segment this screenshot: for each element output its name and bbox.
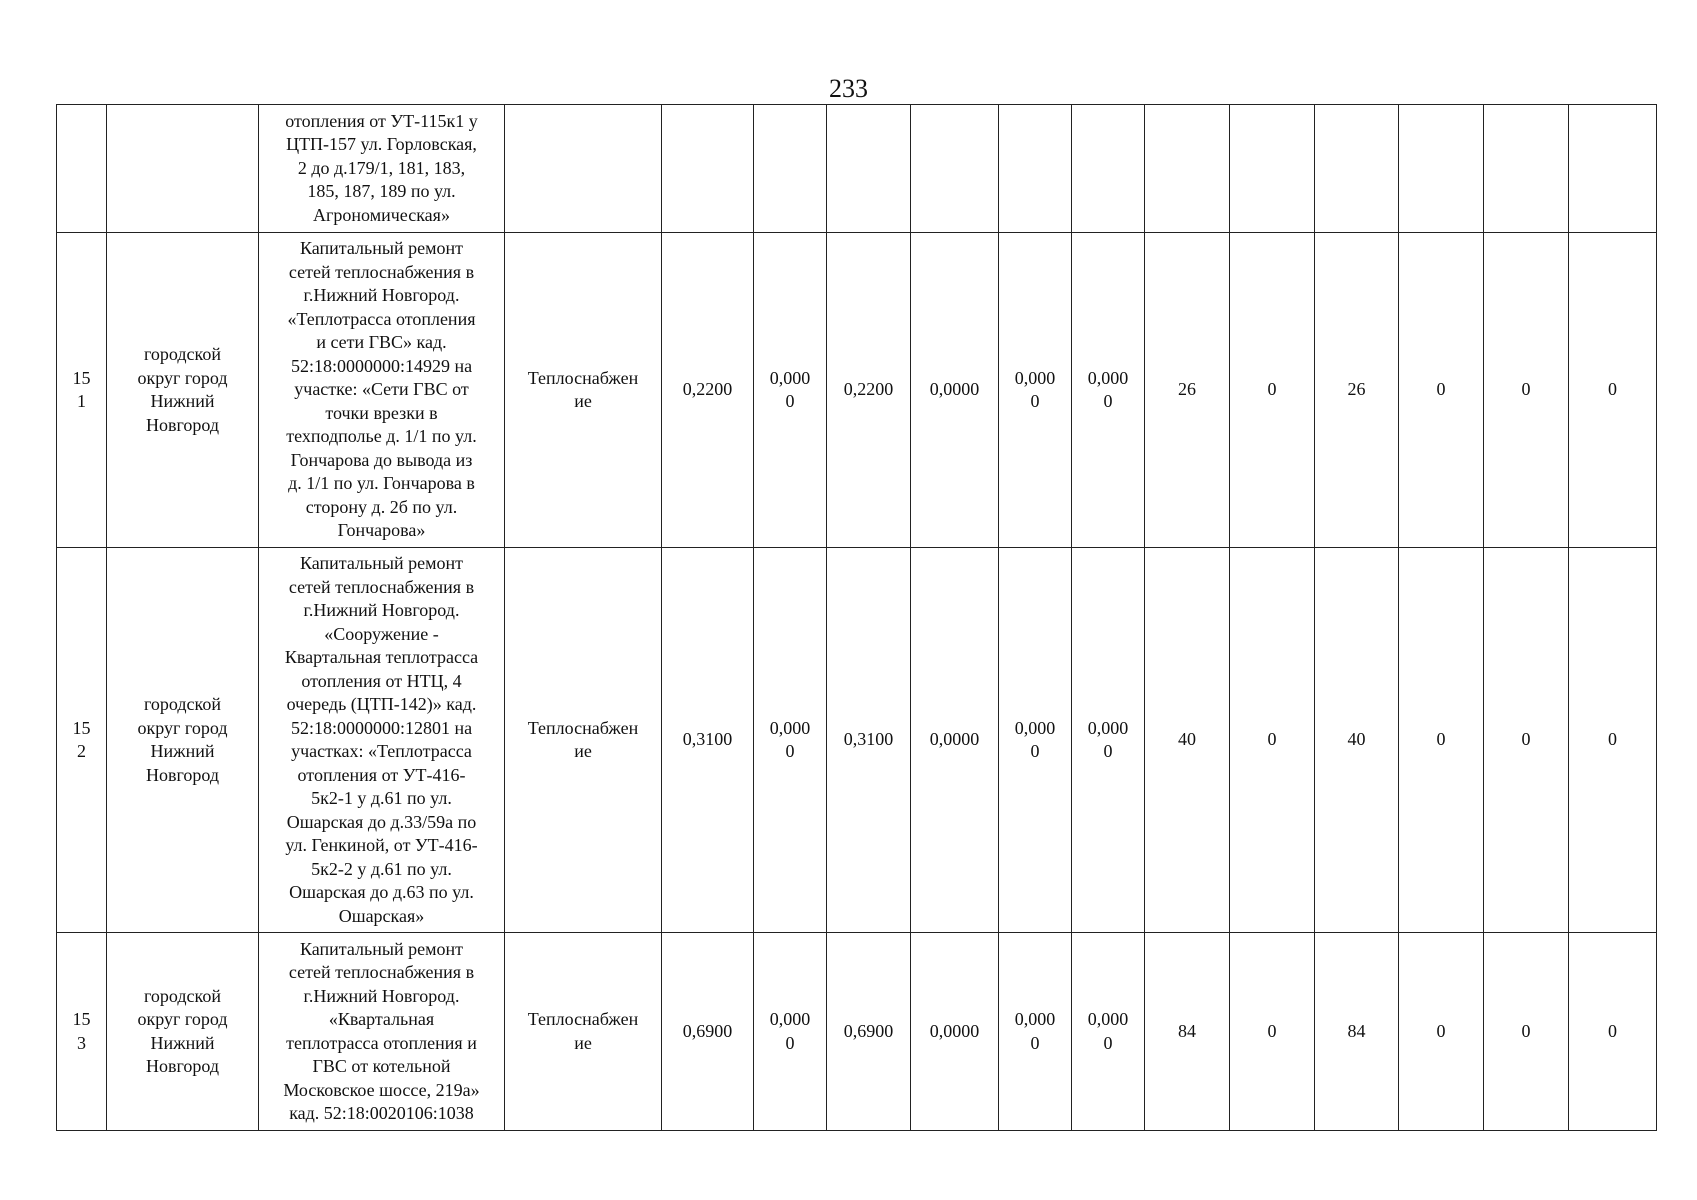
text-line: Московское шоссе, 219а» [283,1079,480,1100]
text-line: округ город [137,367,228,388]
text-line: округ город [137,1009,228,1029]
value-line: 0,0000 [929,379,980,400]
text-line: техподполье д. 1/1 по ул. [286,426,477,447]
municipality-cell [107,105,259,233]
cost-a-cell [1230,105,1315,233]
sphere-cell [505,548,662,933]
text-line: 5к2-2 у д.61 по ул. [311,858,452,879]
value-line: 0,2200 [682,379,733,400]
length-b-cell [827,933,911,1131]
length-b-cell [827,105,911,233]
length-c-cell [911,933,999,1131]
text-line: ие [574,1032,592,1053]
text-line: Нижний [150,391,215,411]
text-line: Теплоснабжен [527,367,639,388]
row-number-line: 15 [72,1009,91,1029]
length-d-cell [999,548,1072,933]
length-d-cell [999,233,1072,548]
text-line: отопления от УТ-416- [297,764,466,785]
cost-b-cell [1315,548,1399,933]
length-a-cell [754,233,827,548]
page-number: 233 [829,74,868,103]
text-line: Ошарская до д.33/59а по [286,811,477,832]
row-number-cell [57,548,107,933]
value-line: 0,0000 [929,1020,980,1041]
text-line: Нижний [150,741,215,761]
value-line: 84 [1178,1020,1196,1041]
value-line: 0 [1030,741,1040,761]
value-line: 84 [1347,1020,1366,1041]
text-line: Капитальный ремонт [300,238,463,259]
row-number-line: 1 [77,391,86,411]
length-b-cell [827,548,911,933]
cost-c-cell [1399,933,1484,1131]
value-line: 0 [785,391,795,411]
length-e-cell [1072,105,1145,233]
text-line: отопления от УТ-115к1 у [285,110,478,131]
value-line: 0 [1521,1020,1531,1041]
length-d-cell [999,105,1072,233]
length-c-cell [911,105,999,233]
project-description-cell [259,233,505,548]
text-line: 5к2-1 у д.61 по ул. [311,788,452,808]
table-row [57,933,1657,1131]
cost-total-cell [1145,233,1230,548]
table-row [57,548,1657,933]
value-line: 0 [1608,729,1617,750]
cost-c-cell [1399,105,1484,233]
length-a-cell [754,105,827,233]
value-line: 0,000 [1014,367,1056,388]
cost-d-cell [1484,233,1569,548]
cost-b-cell [1315,933,1399,1131]
text-line: ие [574,391,592,411]
length-b-cell [827,233,911,548]
length-e-cell [1072,933,1145,1131]
value-line: 0,000 [769,367,811,388]
value-line: 0 [1436,729,1446,750]
text-line: Новгород [145,1056,220,1076]
value-line: 0 [1436,379,1446,400]
text-line: очередь (ЦТП-142)» кад. [286,694,477,714]
cost-a-cell [1230,548,1315,933]
text-line: Теплоснабжен [527,717,639,738]
sphere-cell [505,233,662,548]
text-line: Капитальный ремонт [300,553,463,573]
value-line: 0,3100 [682,729,733,750]
value-line: 0,000 [1014,717,1056,738]
length-total-cell [662,105,754,233]
table-row [57,105,1657,233]
value-line: 0,000 [769,1009,811,1029]
length-a-cell [754,548,827,933]
value-line: 0 [1267,729,1277,750]
length-a-cell [754,933,827,1131]
text-line: Гончарова до вывода из [290,449,473,470]
text-line: и сети ГВС» кад. [316,332,447,353]
cost-e-cell [1569,933,1657,1131]
value-line: 0 [1267,379,1277,400]
value-line: 26 [1178,379,1196,400]
text-line: 185, 187, 189 по ул. [307,181,456,202]
value-line: 0,000 [1087,717,1129,738]
value-line: 0,6900 [843,1020,894,1041]
text-line: ул. Генкиной, от УТ-416- [285,835,478,855]
text-line: д. 1/1 по ул. Гончарова в [288,473,475,494]
text-line: 52:18:0000000:12801 на [290,717,473,738]
cost-a-cell [1230,933,1315,1131]
value-line: 0,6900 [682,1020,733,1041]
text-line: сетей теплоснабжения в [288,576,475,597]
text-line: сторону д. 2б по ул. [305,496,458,517]
text-line: ие [574,741,592,761]
row-number-line: 15 [72,717,91,738]
value-line: 0,2200 [843,379,894,400]
text-line: городской [143,985,222,1006]
value-line: 0,000 [1014,1009,1056,1029]
value-line: 0 [1521,379,1531,400]
text-line: «Сооружение - [324,623,439,644]
text-line: Теплоснабжен [527,1009,639,1029]
text-line: Гончарова» [337,520,426,541]
cost-b-cell [1315,105,1399,233]
text-line: городской [143,344,222,364]
sphere-cell [505,105,662,233]
municipality-cell [107,233,259,548]
investment-program-table [56,104,1657,1131]
project-description-cell [259,548,505,933]
text-line: участке: «Сети ГВС от [294,379,469,400]
text-line: Капитальный ремонт [300,938,463,959]
text-line: «Квартальная [328,1009,435,1029]
text-line: точки врезки в [325,402,438,423]
value-line: 0 [785,741,795,761]
text-line: сетей теплоснабжения в [288,261,475,282]
length-e-cell [1072,233,1145,548]
value-line: 40 [1178,729,1196,750]
cost-e-cell [1569,105,1657,233]
text-line: округ город [137,717,228,738]
text-line: Нижний [150,1032,215,1053]
value-line: 0 [1436,1020,1446,1041]
length-total-cell [662,933,754,1131]
text-line: 52:18:0000000:14929 на [290,355,473,376]
municipality-cell [107,548,259,933]
cost-a-cell [1230,233,1315,548]
value-line: 40 [1347,729,1366,750]
row-number-line: 15 [72,367,91,388]
cost-d-cell [1484,548,1569,933]
text-line: Новгород [145,764,220,785]
value-line: 0 [785,1032,795,1053]
text-line: теплотрасса отопления и [286,1032,477,1053]
value-line: 0,000 [1087,367,1129,388]
value-line: 0 [1030,391,1040,411]
project-description-cell [259,105,505,233]
sphere-cell [505,933,662,1131]
row-number-cell [57,105,107,233]
value-line: 0 [1103,391,1113,411]
text-line: «Теплотрасса отопления [287,308,476,329]
text-line: участках: «Теплотрасса [291,741,472,761]
value-line: 0 [1103,1032,1113,1053]
value-line: 0 [1608,379,1617,400]
value-line: 0 [1267,1020,1277,1041]
text-line: Ошарская» [338,905,425,926]
table-row [57,233,1657,548]
text-line: Ошарская до д.63 по ул. [289,882,474,902]
length-total-cell [662,233,754,548]
row-number-cell [57,933,107,1131]
value-line: 0 [1608,1020,1617,1041]
cost-total-cell [1145,105,1230,233]
text-line: г.Нижний Новгород. [303,285,460,306]
length-c-cell [911,233,999,548]
value-line: 0 [1521,729,1531,750]
cost-d-cell [1484,933,1569,1131]
cost-c-cell [1399,548,1484,933]
text-line: Квартальная теплотрасса [284,647,479,667]
length-total-cell [662,548,754,933]
text-line: сетей теплоснабжения в [288,962,475,982]
cost-e-cell [1569,548,1657,933]
text-line: ЦТП-157 ул. Горловская, [286,134,477,155]
text-line: ГВС от котельной [312,1056,451,1076]
value-line: 0,000 [769,717,811,738]
value-line: 0,0000 [929,729,980,750]
length-e-cell [1072,548,1145,933]
municipality-cell [107,933,259,1131]
text-line: кад. 52:18:0020106:1038 [289,1103,474,1123]
row-number-line: 3 [77,1032,86,1053]
value-line: 0,000 [1087,1009,1129,1029]
value-line: 0 [1030,1032,1040,1053]
value-line: 0,3100 [843,729,894,750]
text-line: городской [143,694,222,714]
text-line: Агрономическая» [313,204,450,225]
cost-d-cell [1484,105,1569,233]
length-d-cell [999,933,1072,1131]
cost-c-cell [1399,233,1484,548]
text-line: отопления от НТЦ, 4 [301,670,462,691]
row-number-cell [57,233,107,548]
length-c-cell [911,548,999,933]
project-description-cell [259,933,505,1131]
row-number-line: 2 [77,741,86,761]
value-line: 26 [1347,379,1366,400]
cost-e-cell [1569,233,1657,548]
cost-total-cell [1145,933,1230,1131]
text-line: 2 до д.179/1, 181, 183, [297,157,466,178]
text-line: г.Нижний Новгород. [303,985,460,1006]
value-line: 0 [1103,741,1113,761]
cost-total-cell [1145,548,1230,933]
text-line: Новгород [145,414,220,435]
cost-b-cell [1315,233,1399,548]
text-line: г.Нижний Новгород. [303,600,460,620]
